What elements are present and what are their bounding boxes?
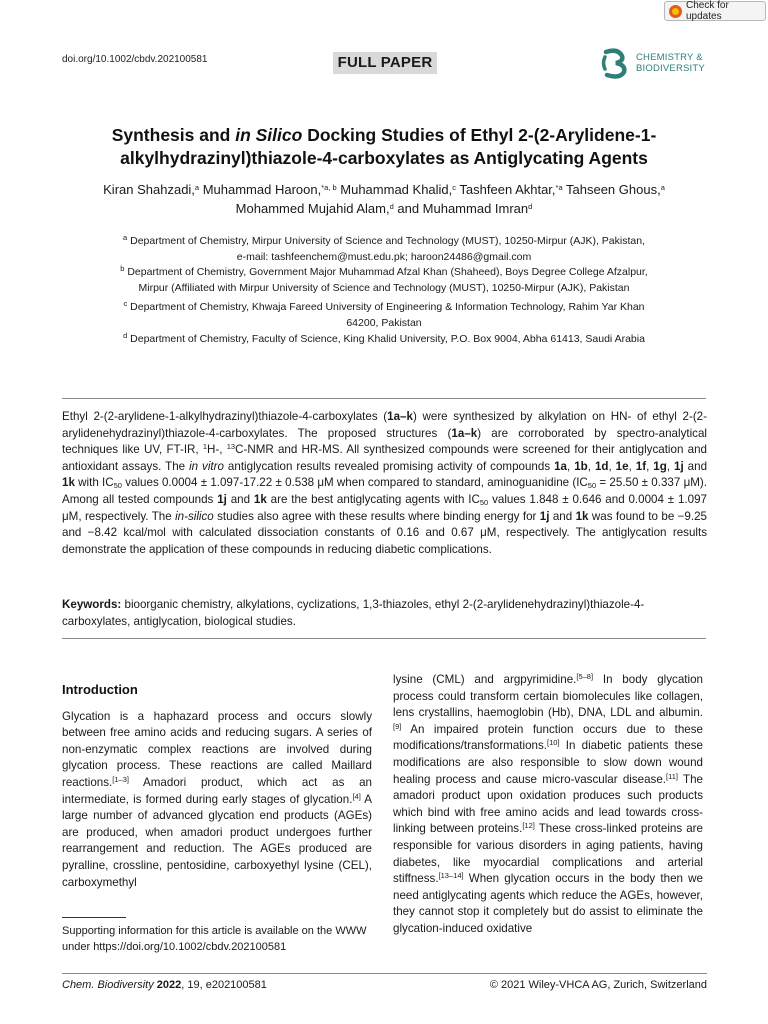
footer-copyright: © 2021 Wiley-VHCA AG, Zurich, Switzerland xyxy=(489,979,707,991)
author-affil: a xyxy=(194,183,200,192)
section-label: FULL PAPER xyxy=(333,52,437,74)
keywords xyxy=(62,597,707,630)
author-affil: *a, b xyxy=(321,183,337,192)
separator: and xyxy=(683,459,708,473)
author-name: Kiran Shahzadi, xyxy=(103,182,195,197)
compound-ref: 1a–k xyxy=(387,410,413,423)
affiliation-line: Department of Chemistry, Khwaja Fareed University of Engineering & Information Technology, Rahim Yar Khan xyxy=(127,301,645,313)
compound-ref: 1j xyxy=(674,459,684,473)
doi-link[interactable]: doi.org/10.1002/cbdv.202100581 xyxy=(62,54,208,65)
abstract xyxy=(62,409,707,558)
body-text: These cross-linked proteins are responsible for various disorders in aging patients, having diabetes, like myocardial complications and arterial stiffness. xyxy=(393,822,703,886)
isotope-sup: 13 xyxy=(226,442,236,452)
citation-ref[interactable]: [4] xyxy=(352,791,361,801)
affiliation-label: c xyxy=(123,299,128,308)
affiliation-line: Mirpur (Affiliated with Mirpur University of Science and Technology (MUST), 10250-Mirpur (AJK), Pakistan xyxy=(138,281,630,294)
compound-ref: 1e xyxy=(615,459,629,473)
author-name: Tahseen Ghous, xyxy=(562,182,661,197)
abstract-italic: in-silico xyxy=(175,509,214,523)
separator: , xyxy=(628,459,636,473)
abstract-italic: in vitro xyxy=(189,459,224,473)
body-text: lysine (CML) and argpyrimidine. xyxy=(393,673,577,686)
ic50-sub: 50 xyxy=(113,481,122,491)
section-heading-introduction: Introduction xyxy=(62,682,138,697)
body-text: When glycation occurs in the body then we need antiglycating agents which reduce the AGEs, however, they cannot stop it completely but do assist to eliminate the glycation-induced oxidative xyxy=(393,872,703,935)
intro-paragraph xyxy=(62,709,372,892)
journal-name xyxy=(636,52,705,74)
compound-ref: 1f xyxy=(635,459,647,473)
keywords-text: bioorganic chemistry, alkylations, cyclizations, 1,3-thiazoles, ethyl 2-(2-arylidenehydrazinyl)thiazole-4-carboxylates, antiglycation, biological studies. xyxy=(62,598,645,628)
journal-logo-icon xyxy=(598,46,632,80)
compound-ref: 1k xyxy=(62,476,75,490)
affiliation-c xyxy=(62,300,706,331)
crossmark-icon xyxy=(669,5,682,18)
title-part1: Synthesis and xyxy=(111,125,236,145)
abstract-text: with IC xyxy=(74,476,114,490)
footnote-rule xyxy=(62,917,126,918)
check-for-updates-button[interactable] xyxy=(664,1,766,21)
citation-ref[interactable]: [12] xyxy=(522,821,535,831)
author-affil: d xyxy=(389,202,394,211)
author-name: Tashfeen Akhtar, xyxy=(456,182,556,197)
supporting-info-footnote: Supporting information for this article is available on the WWW under https://doi.org/10.1002/cbdv.202100581 xyxy=(62,925,367,953)
abstract-text: was found to be −9.25 and −8.42 kcal/mol with calculated dissociation constants of 0.16 and 0.67 μM, respectively. The antiglycation results demonstrate the application of these compounds in reducing diabetic complications. xyxy=(62,509,707,556)
footer-volume: , 19, e202100581 xyxy=(181,979,267,991)
affiliation-label: a xyxy=(123,233,128,242)
body-text: A large number of advanced glycation end products (AGEs) are produced, when amadori product undergoes further rearrangement and reduction. The AGEs produced are pyralline, crossline, pentosidine, carboxyethyl lysine (CEL), carboxymethyl xyxy=(62,792,372,889)
journal-name-line2: BIODIVERSITY xyxy=(636,63,705,74)
journal-name-line1: CHEMISTRY & xyxy=(636,52,703,63)
author-affil: *a xyxy=(555,183,563,192)
abstract-text: values 1.848 ± 0.646 and 0.0004 ± 1.097 μM, respectively. The xyxy=(62,492,707,523)
abstract-text: Ethyl 2-(2-arylidene-1-alkylhydrazinyl)thiazole-4-carboxylates ( xyxy=(62,410,388,423)
separator: , xyxy=(646,459,654,473)
affiliation-line: Department of Chemistry, Faculty of Science, King Khalid University, P.O. Box 9004, Abha 61413, Saudi Arabia xyxy=(127,333,645,345)
abstract-text: antiglycation results revealed promising activity of compounds xyxy=(223,459,555,473)
affiliation-b xyxy=(62,265,706,296)
abstract-text: values 0.0004 ± 1.097-17.22 ± 0.538 μM when compared to standard, aminoguanidine (IC xyxy=(121,476,588,490)
abstract-text: H-, xyxy=(207,443,227,457)
title-italic: in Silico xyxy=(235,125,303,145)
author-name: Muhammad Haroon, xyxy=(199,182,322,197)
citation-ref[interactable]: [11] xyxy=(666,771,678,781)
ic50-sub: 50 xyxy=(587,481,597,491)
separator: and xyxy=(226,492,254,506)
author-name: Muhammad Khalid, xyxy=(336,182,453,197)
author-name: and Muhammad Imran xyxy=(393,201,529,216)
separator: , xyxy=(587,459,595,473)
check-for-updates-label: Check for updates xyxy=(686,0,729,22)
abstract-text: are the best antiglycating agents with IC xyxy=(266,492,480,506)
isotope-sup: 1 xyxy=(202,442,208,452)
affiliation-line: 64200, Pakistan xyxy=(346,316,422,329)
footer-rule xyxy=(62,973,707,974)
compound-ref: 1d xyxy=(594,459,609,473)
footer-citation xyxy=(62,979,267,991)
body-text: In diabetic patients these modifications are also responsible to slow down wound healing process and cause micro-vascular disease. xyxy=(393,739,703,786)
abstract-text: ) were synthesized by alkylation on HN- of ethyl 2-(2-arylidenehydrazinyl)thiazole-4-carboxylates. The proposed structures ( xyxy=(62,410,707,440)
citation-ref[interactable]: [10] xyxy=(547,738,560,748)
keywords-label: Keywords: xyxy=(62,598,122,611)
affiliation-line: Department of Chemistry, Mirpur University of Science and Technology (MUST), 10250-Mirpur (AJK), Pakistan, xyxy=(127,235,645,247)
abstract-text: C-NMR and HR-MS. All synthesized compounds were screened for their antiglycation and antioxidant assays. The xyxy=(62,443,707,473)
abstract-text: ) are corroborated by spectro-analytical techniques like UV, FT-IR, xyxy=(62,426,707,457)
citation-ref[interactable]: [13–14] xyxy=(438,871,464,881)
author-affil: d xyxy=(528,202,533,211)
author-list xyxy=(62,180,706,218)
author-affil: c xyxy=(452,183,457,192)
separator: , xyxy=(567,459,575,473)
footer-journal: Chem. Biodiversity xyxy=(62,979,154,991)
citation-ref[interactable]: [1–3] xyxy=(112,774,129,784)
compound-ref: 1a xyxy=(554,459,567,473)
affiliation-a xyxy=(62,234,706,265)
abstract-bottom-rule xyxy=(62,638,706,639)
compound-ref: 1j xyxy=(217,492,227,506)
footer-year: 2022 xyxy=(156,979,182,991)
abstract-text: studies also agree with these results where binding energy for xyxy=(213,509,540,523)
compound-ref: 1b xyxy=(574,459,588,473)
abstract-text: = 25.50 ± 0.337 μM). Among all tested compounds xyxy=(62,476,707,506)
separator: and xyxy=(549,509,576,523)
title-part2: Docking Studies of Ethyl 2-(2-Arylidene-1-alkylhydrazinyl)thiazole-4-carboxylates as Antiglycating Agents xyxy=(120,125,657,168)
separator: , xyxy=(666,459,675,473)
affiliation-email[interactable]: e-mail: tashfeenchem@must.edu.pk; haroon24486@gmail.com xyxy=(236,250,532,263)
compound-ref: 1k xyxy=(253,492,267,506)
article-title xyxy=(62,124,706,170)
body-text: The amadori product upon oxidation produces such products which bind with free amino acids and lead towards cross-linking between proteins. xyxy=(393,772,703,836)
compound-ref: 1g xyxy=(653,459,667,473)
citation-ref[interactable]: [9] xyxy=(393,721,402,731)
ic50-sub: 50 xyxy=(479,497,489,507)
citation-ref[interactable]: [5–8] xyxy=(576,672,594,681)
affiliation-d xyxy=(62,332,706,348)
body-column-right xyxy=(393,672,703,938)
affiliation-label: d xyxy=(123,331,128,340)
journal-logo xyxy=(598,46,705,80)
compound-ref: 1k xyxy=(575,509,589,523)
affiliation-label: b xyxy=(120,264,125,273)
author-name: Mohammed Mujahid Alam, xyxy=(235,201,390,216)
author-affil: a xyxy=(660,183,665,192)
abstract-top-rule xyxy=(62,398,706,399)
body-column-left xyxy=(62,672,372,891)
body-text: In body glycation process could transform certain biomolecules like collagen, lens crystallins, haemoglobin (Hb), DNA, LDL and albumin. xyxy=(393,673,703,720)
affiliation-line: Department of Chemistry, Government Major Muhammad Afzal Khan (Shaheed), Boys Degree College Afzalpur, xyxy=(124,266,648,278)
separator: , xyxy=(608,459,616,473)
compound-ref: 1a–k xyxy=(451,426,478,440)
compound-ref: 1j xyxy=(539,509,550,523)
body-text: An impaired protein function occurs due to these modifications/transformations. xyxy=(393,722,703,753)
body-text: Glycation is a haphazard process and occurs slowly between free amino acids and reducing sugars. A series of non-enzymatic complex reactions are involved during glycation process. These reactions are called Maillard reactions. xyxy=(62,709,372,789)
body-text: Amadori product, which act as an intermediate, is formed during early stages of glycation. xyxy=(62,775,372,806)
